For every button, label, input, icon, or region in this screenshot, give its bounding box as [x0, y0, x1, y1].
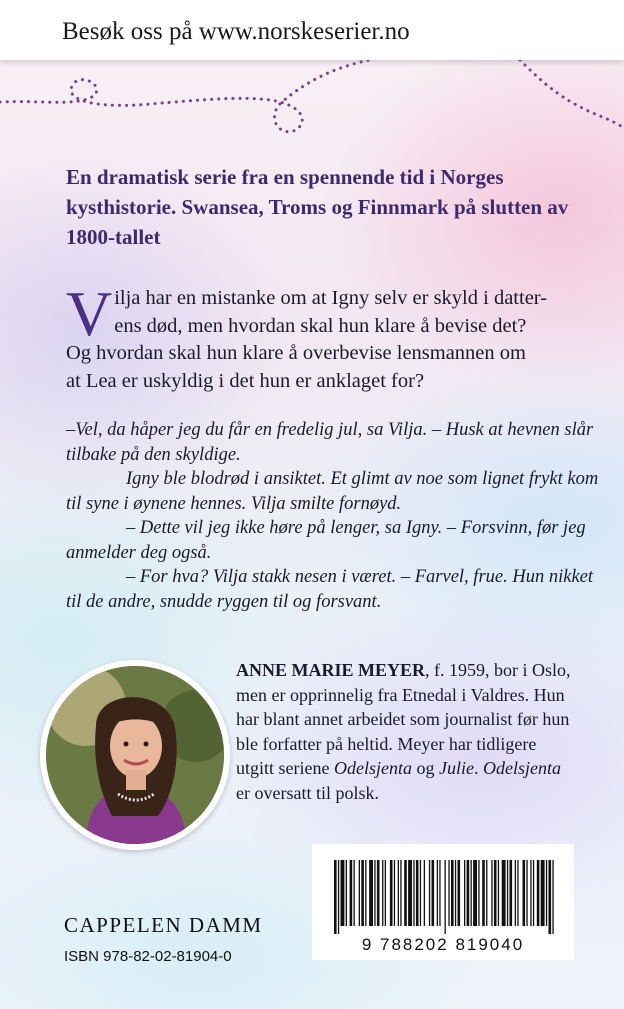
- barcode-bar: [478, 860, 479, 926]
- series-tagline: En dramatisk serie fra en spennende tid i Norges kysthistorie. Swansea, Troms og Finnmark på slutten av 1800-tallet: [66, 165, 569, 249]
- barcode-bar: [350, 860, 353, 926]
- barcode-bar: [429, 860, 430, 926]
- barcode-bar: [390, 860, 393, 926]
- series-title-julie: Julie: [438, 758, 474, 778]
- barcode-bar: [354, 860, 355, 926]
- decorative-dots: [0, 60, 624, 140]
- author-photo: [40, 660, 230, 850]
- barcode-bar: [517, 860, 518, 926]
- intro-paragraph: [66, 278, 606, 395]
- barcode-bar: [341, 860, 345, 926]
- barcode-bar: [365, 860, 366, 926]
- barcode-bar: [408, 860, 412, 926]
- barcode-bar: [448, 860, 449, 926]
- series-title-odelsjenta: Odelsjenta: [333, 758, 412, 778]
- top-banner: [0, 0, 624, 60]
- intro-line-2: ens død, men hvordan skal hun klare å bevise det?: [114, 314, 527, 337]
- barcode-bar: [413, 860, 414, 926]
- barcode-bar: [533, 860, 534, 926]
- barcode-bar: [334, 860, 337, 934]
- barcode-bar: [552, 860, 553, 934]
- barcode-bar: [416, 860, 419, 926]
- barcode-bar: [498, 860, 499, 926]
- excerpt-paragraph-4: – For hva? Vilja stakk nesen i været. – Farvel, frue. Hun nikket til de andre, snudde ryggen til og forsvant.: [66, 567, 594, 612]
- barcode-bar: [507, 860, 508, 926]
- barcode-bar: [502, 860, 506, 926]
- barcode-bar: [439, 860, 440, 926]
- barcode-bar: [346, 860, 347, 926]
- intro-line-3: Og hvordan skal hun klare å overbevise lensmannen om: [66, 342, 526, 364]
- author-bio: [236, 658, 576, 805]
- barcode-bar: [404, 860, 407, 926]
- barcode-bar: [546, 860, 547, 926]
- intro-line-4: at Lea er uskyldig i det hun er anklaget for?: [66, 369, 425, 392]
- barcode-bar: [510, 860, 513, 926]
- excerpt-paragraph-3: – Dette vil jeg ikke høre på lenger, sa Igny. – Forsvinn, før jeg anmelder deg også.: [66, 518, 586, 563]
- barcode-bar: [486, 860, 487, 926]
- barcode-graphic: [312, 844, 574, 960]
- author-portrait-illustration: [46, 666, 224, 844]
- barcode-bar: [455, 860, 456, 926]
- series-title-odelsjenta-2: Odelsjenta: [482, 758, 561, 778]
- barcode-bar: [374, 860, 375, 926]
- barcode-bar: [420, 860, 421, 926]
- isbn-text: ISBN 978-82-02-81904-0: [64, 948, 232, 965]
- barcode-bar: [541, 860, 545, 926]
- barcode-bar: [377, 860, 380, 926]
- intro-line-1: ilja har en mistanke om at Igny selv er skyld i datter-: [114, 287, 548, 309]
- author-bio-text-1: , f. 1959, bor i Oslo, men er opprinnelig fra Etnedal i Valdres. Hun har blant annet arbeidet som journalist før hun ble forfatter på heltid. Meyer har tidligere utgitt seriene: [236, 660, 571, 778]
- barcode-bar: [482, 860, 485, 926]
- barcode-bar: [432, 860, 435, 926]
- barcode-digits: 9 788202 819040: [361, 935, 525, 954]
- barcode-bar: [464, 860, 465, 926]
- barcode-bar: [451, 860, 454, 926]
- publisher-logo: CAPPELEN DAMM: [64, 913, 263, 937]
- author-bio-text-4: er oversatt til polsk.: [236, 782, 379, 803]
- barcode-bar: [445, 860, 446, 934]
- barcode-bar: [394, 860, 395, 926]
- barcode-bar: [467, 860, 470, 926]
- barcode-bar: [385, 860, 386, 926]
- author-name: ANNE MARIE MEYER: [236, 660, 425, 680]
- barcode-bar: [523, 860, 526, 926]
- excerpt-paragraph-2: Igny ble blodrød i ansiktet. Et glimt av noe som lignet frykt kom til syne i øynene hennes. Vilja smilte fornøyd.: [66, 469, 599, 514]
- barcode-bar: [382, 860, 383, 926]
- barcode-bar: [537, 860, 540, 926]
- barcode: [312, 844, 574, 960]
- barcode-bar: [526, 860, 527, 926]
- barcode-bar: [400, 860, 401, 926]
- barcode-bar: [338, 860, 339, 934]
- barcode-bar: [549, 860, 552, 934]
- barcode-bar: [361, 860, 364, 926]
- drop-cap: V: [66, 278, 113, 349]
- barcode-bar: [359, 860, 360, 926]
- barcode-bar: [424, 860, 425, 926]
- author-bio-text-2: og: [411, 758, 439, 778]
- barcode-bar: [398, 860, 399, 926]
- author-bio-text-3: .: [473, 758, 483, 778]
- book-excerpt: [66, 418, 606, 614]
- barcode-bar: [530, 860, 531, 926]
- barcode-bar: [515, 860, 516, 926]
- barcode-bar: [458, 860, 461, 926]
- barcode-bar: [494, 860, 497, 926]
- excerpt-paragraph-1: –Vel, da håper jeg du får en fredelig jul, sa Vilja. – Husk at hevnen slår tilbake på den skyldige.: [66, 420, 594, 465]
- barcode-bar: [437, 860, 438, 926]
- barcode-bar: [491, 860, 492, 926]
- barcode-bar: [471, 860, 472, 926]
- banner-text: Besøk oss på www.norskeserier.no: [62, 18, 410, 45]
- barcode-bar: [473, 860, 477, 926]
- barcode-bar: [369, 860, 373, 926]
